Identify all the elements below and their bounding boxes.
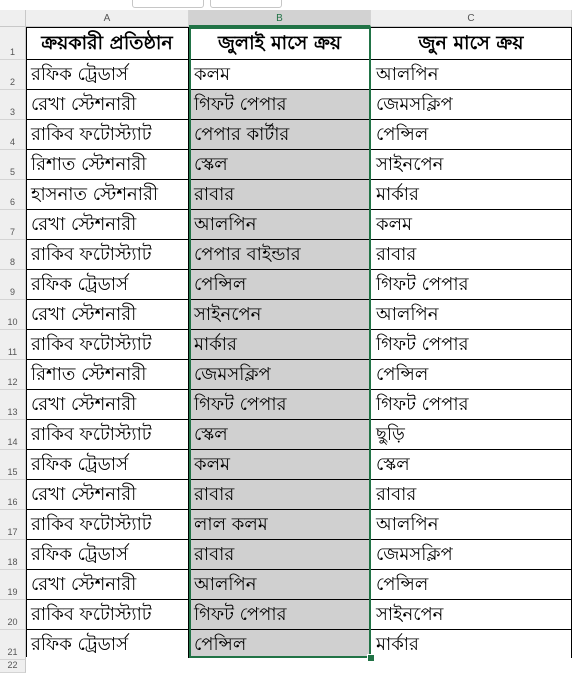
table-cell-a[interactable]: রাকিব ফটোস্ট্যাট: [26, 240, 189, 270]
table-cell-a[interactable]: রফিক ট্রেডার্স: [26, 60, 189, 90]
row-number: 2: [9, 77, 15, 87]
row-header[interactable]: [0, 60, 26, 90]
row-number: 11: [7, 347, 18, 357]
table-cell-c[interactable]: গিফট পেপার: [371, 270, 572, 300]
table-cell-b[interactable]: রাবার: [189, 480, 371, 510]
row-number: 7: [9, 227, 15, 237]
row-number: 19: [7, 587, 18, 597]
table-cell-c[interactable]: জেমসক্লিপ: [371, 540, 572, 570]
table-cell-b[interactable]: কলম: [189, 60, 371, 90]
toolbar-strip: [0, 0, 572, 10]
table-cell-c[interactable]: আলপিন: [371, 300, 572, 330]
table-cell-b[interactable]: পেন্সিল: [189, 630, 371, 660]
row-header[interactable]: [0, 480, 26, 510]
table-cell-a[interactable]: রাকিব ফটোস্ট্যাট: [26, 600, 189, 630]
table-cell-b[interactable]: জেমসক্লিপ: [189, 360, 371, 390]
table-cell-c[interactable]: মার্কার: [371, 630, 572, 660]
row-header[interactable]: [0, 450, 26, 480]
table-cell-b[interactable]: আলপিন: [189, 570, 371, 600]
table-cell-c[interactable]: সাইনপেন: [371, 600, 572, 630]
table-cell-c[interactable]: গিফট পেপার: [371, 330, 572, 360]
row-header[interactable]: [0, 540, 26, 570]
table-cell-b[interactable]: লাল কলম: [189, 510, 371, 540]
table-cell-a[interactable]: রিশাত স্টেশনারী: [26, 150, 189, 180]
table-cell-a[interactable]: রিশাত স্টেশনারী: [26, 360, 189, 390]
table-cell-b[interactable]: কলম: [189, 450, 371, 480]
table-cell-c[interactable]: সাইনপেন: [371, 150, 572, 180]
table-cell-a[interactable]: রফিক ট্রেডার্স: [26, 540, 189, 570]
table-cell-c[interactable]: আলপিন: [371, 510, 572, 540]
row-header[interactable]: [0, 27, 26, 60]
table-cell-b[interactable]: রাবার: [189, 180, 371, 210]
column-header-c[interactable]: C: [371, 10, 572, 27]
table-cell-a[interactable]: রাকিব ফটোস্ট্যাট: [26, 510, 189, 540]
row-number: 12: [7, 377, 18, 387]
table-cell-c[interactable]: ছুড়ি: [371, 420, 572, 450]
header-cell-c[interactable]: জুন মাসে ক্রয়: [371, 27, 572, 60]
fill-handle[interactable]: [367, 654, 375, 662]
row-header[interactable]: [0, 360, 26, 390]
row-header[interactable]: [0, 390, 26, 420]
row-number: 20: [7, 617, 18, 627]
row-number: 6: [9, 197, 15, 207]
table-cell-c[interactable]: গিফট পেপার: [371, 390, 572, 420]
table-cell-b[interactable]: মার্কার: [189, 330, 371, 360]
table-cell-b[interactable]: পেপার বাইন্ডার: [189, 240, 371, 270]
table-cell-b[interactable]: স্কেল: [189, 150, 371, 180]
row-header[interactable]: [0, 600, 26, 630]
row-number: 13: [7, 407, 18, 417]
table-cell-c[interactable]: স্কেল: [371, 450, 572, 480]
row-number: 8: [9, 257, 15, 267]
table-cell-b[interactable]: পেন্সিল: [189, 270, 371, 300]
table-cell-b[interactable]: পেপার কার্টার: [189, 120, 371, 150]
table-cell-c[interactable]: আলপিন: [371, 60, 572, 90]
row-header[interactable]: [0, 660, 26, 673]
table-cell-a[interactable]: রফিক ট্রেডার্স: [26, 450, 189, 480]
column-header-a[interactable]: A: [26, 10, 189, 27]
row-header[interactable]: [0, 180, 26, 210]
table-cell-c[interactable]: পেন্সিল: [371, 120, 572, 150]
row-number: 16: [7, 497, 18, 507]
column-header-b[interactable]: B: [189, 10, 371, 27]
row-number: 14: [7, 437, 18, 447]
table-cell-a[interactable]: রাকিব ফটোস্ট্যাট: [26, 420, 189, 450]
empty-row[interactable]: [26, 658, 572, 670]
table-cell-b[interactable]: রাবার: [189, 540, 371, 570]
row-number: 9: [9, 287, 15, 297]
row-number: 5: [9, 167, 15, 177]
table-cell-a[interactable]: রাকিব ফটোস্ট্যাট: [26, 120, 189, 150]
row-header[interactable]: [0, 420, 26, 450]
row-number: 10: [7, 317, 18, 327]
row-header[interactable]: [0, 270, 26, 300]
table-cell-c[interactable]: রাবার: [371, 480, 572, 510]
table-cell-a[interactable]: রেখা স্টেশনারী: [26, 570, 189, 600]
table-cell-c[interactable]: কলম: [371, 210, 572, 240]
table-cell-c[interactable]: পেন্সিল: [371, 570, 572, 600]
table-cell-a[interactable]: রেখা স্টেশনারী: [26, 390, 189, 420]
row-number: 21: [7, 647, 18, 657]
table-cell-c[interactable]: রাবার: [371, 240, 572, 270]
table-cell-a[interactable]: রেখা স্টেশনারী: [26, 300, 189, 330]
table-cell-b[interactable]: গিফট পেপার: [189, 600, 371, 630]
row-header[interactable]: [0, 510, 26, 540]
row-number: 3: [9, 107, 15, 117]
table-cell-a[interactable]: রফিক ট্রেডার্স: [26, 270, 189, 300]
row-number: 17: [7, 527, 18, 537]
select-all-corner[interactable]: [0, 10, 26, 27]
row-header[interactable]: [0, 330, 26, 360]
table-cell-b[interactable]: গিফট পেপার: [189, 90, 371, 120]
table-cell-a[interactable]: হাসনাত স্টেশনারী: [26, 180, 189, 210]
row-number: 1: [9, 47, 15, 57]
row-header[interactable]: [0, 300, 26, 330]
toolbar-control[interactable]: [132, 0, 204, 8]
table-cell-b[interactable]: সাইনপেন: [189, 300, 371, 330]
table-cell-b[interactable]: স্কেল: [189, 420, 371, 450]
table-cell-a[interactable]: রফিক ট্রেডার্স: [26, 630, 189, 660]
row-header[interactable]: [0, 630, 26, 660]
table-cell-a[interactable]: রাকিব ফটোস্ট্যাট: [26, 330, 189, 360]
table-cell-b[interactable]: আলপিন: [189, 210, 371, 240]
row-number: 18: [7, 557, 18, 567]
row-header[interactable]: [0, 240, 26, 270]
row-header[interactable]: [0, 150, 26, 180]
table-left-border: [26, 27, 27, 657]
header-cell-a[interactable]: ক্রয়কারী প্রতিষ্ঠান: [26, 27, 189, 60]
row-header[interactable]: [0, 210, 26, 240]
row-number: 4: [9, 137, 15, 147]
header-cell-b[interactable]: জুলাই মাসে ক্রয়: [189, 27, 371, 60]
row-header[interactable]: [0, 570, 26, 600]
row-number: 15: [7, 467, 18, 477]
row-header[interactable]: [0, 120, 26, 150]
table-top-border: [26, 27, 572, 28]
row-number: 22: [7, 660, 18, 670]
table-cell-a[interactable]: রেখা স্টেশনারী: [26, 90, 189, 120]
toolbar-control[interactable]: [210, 0, 282, 8]
table-cell-c[interactable]: জেমসক্লিপ: [371, 90, 572, 120]
table-cell-c[interactable]: মার্কার: [371, 180, 572, 210]
table-cell-a[interactable]: রেখা স্টেশনারী: [26, 480, 189, 510]
table-cell-b[interactable]: গিফট পেপার: [189, 390, 371, 420]
table-cell-a[interactable]: রেখা স্টেশনারী: [26, 210, 189, 240]
table-cell-c[interactable]: পেন্সিল: [371, 360, 572, 390]
row-header[interactable]: [0, 90, 26, 120]
